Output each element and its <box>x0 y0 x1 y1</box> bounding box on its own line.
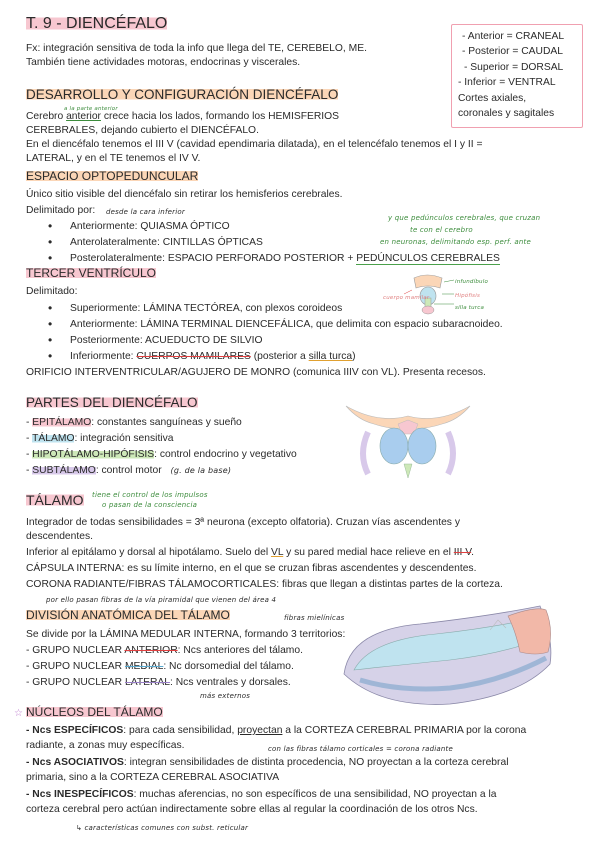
figure-shape-top <box>414 275 442 288</box>
text: (posterior a <box>250 351 309 362</box>
talamo-p4: CÁPSULA INTERNA: es su límite interno, en el que se cruzan fibras ascendentes y descendentes. <box>26 563 477 574</box>
list-item: • Posteriormente: ACUEDUCTO DE SILVIO <box>70 334 262 347</box>
division-item <box>26 660 294 673</box>
box-line: - Posterior = CAUDAL <box>462 46 563 58</box>
nucleos-p1 <box>26 724 586 737</box>
text-anterior: anterior <box>66 111 101 122</box>
text: Inferiormente: <box>70 351 137 362</box>
annot-talamo-3: por ello pasan fibras de la vía piramidal que vienen del área 4 <box>46 596 277 604</box>
text-especificos: - Ncs ESPECÍFICOS <box>26 725 124 736</box>
text-iii-v: III V <box>453 547 472 558</box>
diencephalon-figure <box>338 394 478 494</box>
figure-hypothalamus <box>404 464 412 478</box>
box-line: coronales y sagitales <box>458 108 555 120</box>
desarrollo-p3: En el diencéfalo tenemos el III V (cavidad ependimaria dilatada), en el telencéfalo tenemos el I y II = <box>26 139 483 150</box>
text-silla-turca: silla turca <box>308 351 353 362</box>
list-item: • Anteriormente: QUIASMA ÓPTICO <box>70 220 230 233</box>
text-lateral: LATERAL <box>124 677 171 688</box>
annot-corona: con las fibras tálamo corticales = corona radiante <box>268 745 454 753</box>
talamo-p3 <box>26 546 586 559</box>
text-vl: VL <box>270 547 284 558</box>
figure-thalamus-left <box>380 428 408 464</box>
page-title <box>26 17 167 30</box>
text: : constantes sanguíneas y sueño <box>91 417 242 428</box>
nucleos-p2: radiante, a zonas muy específicas. <box>26 740 185 751</box>
list-item <box>70 252 500 265</box>
box-line: - Anterior = CRANEAL <box>462 31 565 42</box>
talamo-heading <box>26 494 84 507</box>
box-line: - Inferior = VENTRAL <box>458 77 556 89</box>
desarrollo-p2: CEREBRALES, dejando cubierto el DIENCÉFALO. <box>26 125 259 136</box>
text: ) <box>352 351 356 362</box>
fig-label: Hipófisis <box>455 293 481 299</box>
nucleos-p5 <box>26 788 586 801</box>
partes-heading <box>26 396 198 409</box>
tercer-p1: Delimitado: <box>26 286 78 297</box>
annot-talamo-1: tiene el control de los impulsos <box>92 491 208 499</box>
figure-capsule-right <box>448 432 453 474</box>
text-pedunculos: PEDÚNCULOS CEREBRALES <box>356 253 500 264</box>
text-anterior: ANTERIOR <box>124 645 178 656</box>
fx-line-2: También tiene actividades motoras, endocrinas y viscerales. <box>26 57 301 68</box>
tercer-heading-text: TERCER VENTRÍCULO <box>26 266 157 280</box>
division-heading-text: DIVISIÓN ANATÓMICA DEL TÁLAMO <box>26 608 230 622</box>
figure-hypophysis <box>422 306 434 314</box>
espacio-p2: Delimitado por: <box>26 205 96 216</box>
espacio-heading <box>26 170 198 183</box>
nucleos-heading-text: NÚCLEOS DEL TÁLAMO <box>26 705 163 719</box>
star-icon: ☆ <box>14 708 23 719</box>
espacio-heading-text: ESPACIO OPTOPEDUNCULAR <box>26 169 199 183</box>
text: - GRUPO NUCLEAR <box>26 677 125 688</box>
text: - <box>26 449 33 460</box>
desarrollo-heading <box>26 88 338 101</box>
text-cuerpos-mamilares: CUERPOS MAMILARES <box>136 351 251 362</box>
text-asociativos: - Ncs ASOCIATIVOS <box>26 757 124 768</box>
text-hipotalamo: HIPOTÁLAMO-HIPÓFISIS <box>32 449 155 460</box>
annot-reticular: ↳ características comunes con subst. reticular <box>76 824 249 832</box>
list-item: • Anteriormente: LÁMINA TERMINAL DIENCEFÁLICA, que delimita con espacio subaracnoideo. <box>70 318 503 331</box>
fig-label: infundíbulo <box>455 279 489 285</box>
nucleos-heading <box>26 706 163 719</box>
annot-mas-externos: más externos <box>200 692 251 700</box>
text: : control motor <box>95 465 162 476</box>
nucleos-p6: corteza cerebral pero actúan indirectamente sobre ellas al regular la coordinación de los otros Ncs. <box>26 804 478 815</box>
partes-item <box>26 432 173 445</box>
text: : Ncs ventrales y dorsales. <box>170 677 291 688</box>
fx-line: Fx: integración sensitiva de toda la info que llega del TE, CEREBELO, ME. <box>26 43 367 54</box>
text-subtalamo: SUBTÁLAMO <box>32 465 96 476</box>
text: : muchas aferencias, no son específicos de una sensibilidad, NO proyectan a la <box>133 789 497 800</box>
division-item <box>26 644 303 657</box>
text: crece hacia los lados, formando los HEMISFERIOS <box>100 111 340 122</box>
text-inespecificos: - Ncs INESPECÍFICOS <box>26 789 134 800</box>
text-epitalamo: EPITÁLAMO <box>32 417 92 428</box>
nucleos-p3 <box>26 756 586 769</box>
annot-green-3: en neuronas, delimitando esp. perf. ante <box>380 238 532 246</box>
text: Inferior al epitálamo y dorsal al hipotálamo. Suelo del <box>26 547 271 558</box>
box-line: Cortes axiales, <box>458 92 527 104</box>
text-medial: MEDIAL <box>124 661 164 672</box>
annot-cara-inferior: desde la cara inferior <box>106 208 185 216</box>
annot-talamo-2: o pasan de la consciencia <box>102 501 198 509</box>
nucleos-p4: primaria, sino a la CORTEZA CEREBRAL ASOCIATIVA <box>26 772 280 783</box>
tercer-p2: ORIFICIO INTERVENTRICULAR/AGUJERO DE MONRO (comunica IIIV con VL). Presenta recesos. <box>26 367 486 378</box>
text: Posterolateralmente: ESPACIO PERFORADO POSTERIOR + <box>70 253 357 264</box>
espacio-p1: Único sitio visible del diencéfalo sin retirar los hemisferios cerebrales. <box>26 189 343 200</box>
text: : Nc dorsomedial del tálamo. <box>163 661 294 672</box>
box-line: - Superior = DORSAL <box>464 61 564 73</box>
text: Cerebro <box>26 111 67 122</box>
tercer-heading <box>26 267 156 280</box>
list-item <box>70 350 356 363</box>
figure-thalamus-right <box>408 428 436 464</box>
desarrollo-p4: LATERAL, y en el TE tenemos el IV V. <box>26 153 201 164</box>
partes-heading-text: PARTES DEL DIENCÉFALO <box>26 395 198 410</box>
partes-item <box>26 416 242 429</box>
annot-green-2: te con el cerebro <box>410 226 473 234</box>
text: : Ncs anteriores del tálamo. <box>177 645 303 656</box>
list-item: • Anterolateralmente: CINTILLAS ÓPTICAS <box>70 236 263 249</box>
fig-label: cuerpo mamilar <box>383 295 430 301</box>
text: a la CORTEZA CEREBRAL PRIMARIA por la corona <box>282 725 527 736</box>
division-heading <box>26 609 230 622</box>
text: - <box>26 433 33 444</box>
text: : para cada sensibilidad, <box>123 725 238 736</box>
talamo-p1: Integrador de todas sensibilidades = 3ª neurona (excepto olfatoria). Cruzan vías ascendentes y <box>26 517 460 528</box>
text: . <box>471 547 475 558</box>
text: - GRUPO NUCLEAR <box>26 661 125 672</box>
fig-label: silla turca <box>455 305 485 311</box>
text: - <box>26 417 33 428</box>
figure-capsule-left <box>363 432 368 474</box>
partes-item <box>26 464 231 477</box>
text: : integran sensibilidades de distinta procedencia, NO proyectan a la corteza cerebral <box>123 757 509 768</box>
division-p1: Se divide por la LÁMINA MEDULAR INTERNA, formando 3 territorios: <box>26 629 346 640</box>
talamo-p5: CORONA RADIANTE/FIBRAS TÁLAMOCORTICALES: fibras que llegan a distintas partes de la corteza. <box>26 579 503 590</box>
text: : integración sensitiva <box>74 433 174 444</box>
annot-g-base: (g. de la base) <box>170 466 232 475</box>
division-item <box>26 676 291 689</box>
text-proyectan: proyectan <box>237 725 283 736</box>
thalamus-figure <box>340 600 560 712</box>
page-title-text: T. 9 - DIENCÉFALO <box>26 15 168 32</box>
desarrollo-heading-text: DESARROLLO Y CONFIGURACIÓN DIENCÉFALO <box>26 87 339 102</box>
talamo-p2: descendentes. <box>26 531 93 542</box>
text-talamo: TÁLAMO <box>32 433 75 444</box>
text: y su pared medial hace relieve en el <box>283 547 454 558</box>
text: - GRUPO NUCLEAR <box>26 645 125 656</box>
annot-green-1: y que pedúnculos cerebrales, que cruzan <box>388 214 541 222</box>
annot-fibras: fibras mielínicas <box>284 614 345 622</box>
annot-anterior: a la parte anterior <box>64 106 118 112</box>
list-item: • Superiormente: LÁMINA TECTÓREA, con plexos coroideos <box>70 302 342 315</box>
desarrollo-p1 <box>26 110 586 123</box>
text: : control endocrino y vegetativo <box>154 449 297 460</box>
text: - <box>26 465 33 476</box>
talamo-heading-text: TÁLAMO <box>26 492 84 508</box>
partes-item <box>26 448 297 461</box>
